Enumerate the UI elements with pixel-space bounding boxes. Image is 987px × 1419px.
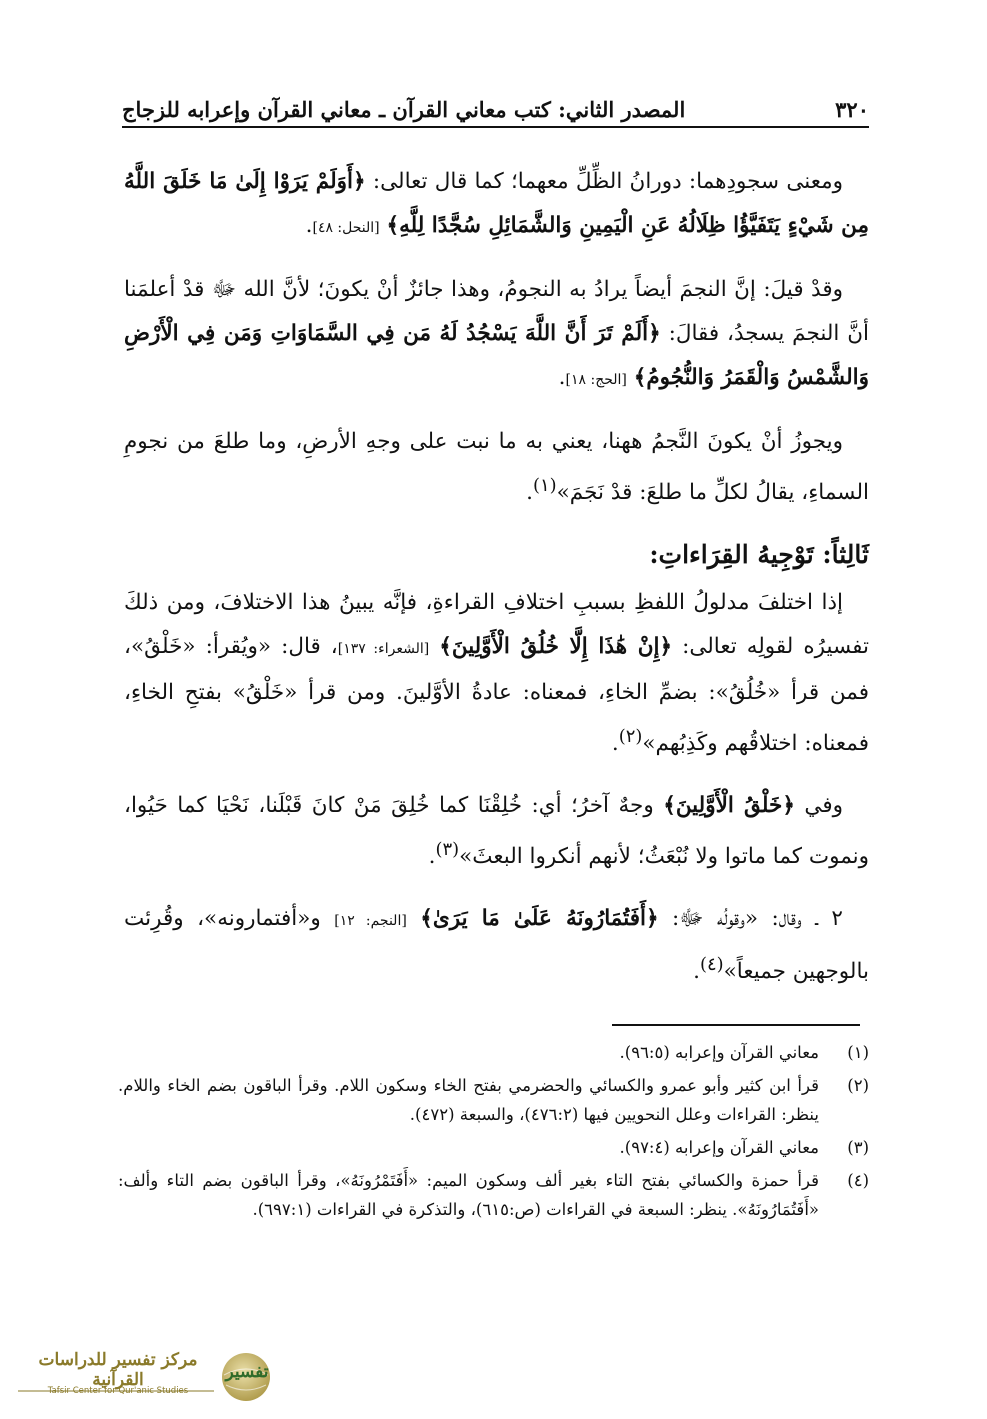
quran-verse: ﴿أَوَلَمْ يَرَوْا إِلَىٰ مَا خَلَقَ اللَّهُ مِن شَيْءٍ يَتَفَيَّؤُا ظِلَالُهُ عَنِ الْيَمِينِ وَالشَّمَائِلِ سُجَّدًا لِلَّهِ﴾: [124, 169, 869, 238]
page-header: [122, 92, 869, 126]
paragraph-text: ، قال: «ويُقرأ: «خَلْقُ»، فمن قرأ «خُلُقُ»: بضمِّ الخاءِ، فمعناه: عادةُ الأوَّلينَ. ومن قرأ «خَلْقُ» بفتحِ الخاءِ، فمعناه: اختلاقُهم وكَذِبُهم»: [124, 634, 869, 757]
quran-verse: ﴿خَلْقُ الْأَوَّلِينَ﴾: [663, 793, 795, 819]
paragraph-text: وجهٌ آخرُ؛ أي: خُلِقْنَا كما خُلِقَ مَنْ كانَ قَبْلَنا، نَحْيَا كما حَيُوا، ونموت كما ماتوا ولا نُبْعَثُ؛ لأنهم أنكروا البعثَ»: [124, 793, 869, 870]
footnote-item: [118, 1071, 869, 1129]
paragraph: [124, 581, 869, 766]
footnote-text: معاني القرآن وإعرابه (٩٦:٥).: [619, 1043, 819, 1062]
main-text: [124, 160, 869, 1013]
punctuation: .: [428, 844, 436, 870]
paragraph-text: وقدْ قيلَ: إنَّ النجمَ أيضاً يرادُ به النجومُ، وهذا جائزٌ أنْ يكونَ؛ لأنَّ الله ﷻ قدْ أعلمَنا أنَّ النجمَ يسجدُ، فقالَ:: [124, 277, 869, 346]
paragraph-text: ويجوزُ أنْ يكونَ النَّجمُ ههنا، يعني به ما نبت على وجهِ الأرضِ، وما طلعَ من نجومِ السماءِ، يقالُ لكلِّ ما طلعَ: قدْ نَجَمَ»: [124, 429, 869, 506]
footnote-text: قرأ ابن كثير وأبو عمرو والكسائي والحضرمي بفتح الخاء وسكون اللام. وقرأ الباقون بضم الخاء واللام. ينظر: القراءات وعلل النحويين فيها (٤٧٦:٢)، والسبعة (٤٧٢).: [118, 1076, 819, 1124]
section-heading: ثَالِثاً: تَوْجِيهُ القِرَاءاتِ:: [649, 540, 869, 570]
header-divider: [122, 126, 869, 128]
verse-citation: [الحج: ١٨]: [565, 372, 627, 388]
paragraph: [124, 897, 869, 994]
footnote-item: [118, 1038, 869, 1067]
footnote-ref: (١): [533, 475, 557, 496]
paragraph: [124, 420, 869, 515]
footnote-number: (٤): [847, 1171, 869, 1190]
paragraph-text: ومعنى سجودِهما: دورانُ الظِّلِّ معهما؛ كما قال تعالى:: [365, 169, 844, 194]
logo-mark: تفسير: [225, 1362, 269, 1382]
paragraph: [124, 268, 869, 402]
paragraph: [124, 160, 869, 250]
punctuation: .: [305, 213, 313, 238]
quran-verse: ﴿إِنْ هَٰذَا إِلَّا خُلُقُ الْأَوَّلِينَ﴾: [439, 634, 673, 660]
footnote-text: قرأ حمزة والكسائي بفتح التاء بغير ألف وسكون الميم: «أَفَتَمْرُونَهُ»، وقرأ الباقون بضم التاء وألف: «أَفَتُمَارُونَهُ». ينظر: السبعة في القراءات (ص:٦١٥)، والتذكرة في القراءات (٦٩٧:١).: [118, 1171, 819, 1219]
paragraph-text: و«أفتمارونه»، وقُرِئت بالوجهين جميعاً»: [124, 906, 869, 985]
footnote-item: [118, 1166, 869, 1224]
punctuation: .: [611, 731, 619, 757]
footnote-number: (١): [847, 1043, 869, 1062]
verse-citation: [النحل: ٤٨]: [312, 220, 380, 236]
footnote-divider: [612, 1024, 860, 1026]
punctuation: .: [558, 365, 566, 390]
punctuation: .: [526, 480, 534, 506]
footnotes: [118, 1038, 869, 1228]
footnote-number: (٣): [847, 1138, 869, 1157]
footnote-ref: (٣): [435, 839, 460, 861]
footnote-ref: (٤): [700, 954, 724, 976]
verse-citation: [الشعراء: ١٣٧]: [337, 641, 430, 658]
footnote-number: (٢): [847, 1076, 869, 1095]
page-number: ٣٢٠: [835, 96, 869, 122]
quran-verse: ﴿أَلَمْ تَرَ أَنَّ اللَّهَ يَسْجُدُ لَهُ مَن فِي السَّمَاوَاتِ وَمَن فِي الْأَرْضِ وَالشَّمْسُ وَالْقَمَرُ وَالنُّجُومُ﴾: [124, 321, 869, 390]
paragraph-text: ٢ ـ وقال: «وقولُه ﷻ:: [658, 906, 843, 932]
paragraph: [124, 784, 869, 879]
paragraph-text: إذا اختلفَ مدلولُ اللفظِ بسببِ اختلافِ القراءةِ، فإنَّه يبينُ هذا الاختلافَ، ومن ذلكَ تفسيرُه لقولِه تعالى:: [124, 590, 870, 660]
verse-citation: [النجم: ١٢]: [334, 913, 407, 930]
footnote-item: [118, 1133, 869, 1162]
footnote-ref: (٢): [618, 726, 643, 748]
quran-verse: ﴿أَفَتُمَارُونَهُ عَلَىٰ مَا يَرَىٰ﴾: [420, 906, 659, 932]
running-title: المصدر الثاني: كتب معاني القرآن ـ معاني القرآن وإعرابه للزجاج: [122, 96, 686, 122]
footnote-text: معاني القرآن وإعرابه (٩٧:٤).: [619, 1138, 819, 1157]
logo-arabic-name: مركز تفسير للدراسات القرآنية: [38, 1350, 198, 1390]
logo-english-name: Tafsir Center for Qur'anic Studies: [47, 1386, 189, 1396]
punctuation: .: [693, 959, 700, 985]
paragraph-text: وفي: [794, 793, 843, 819]
